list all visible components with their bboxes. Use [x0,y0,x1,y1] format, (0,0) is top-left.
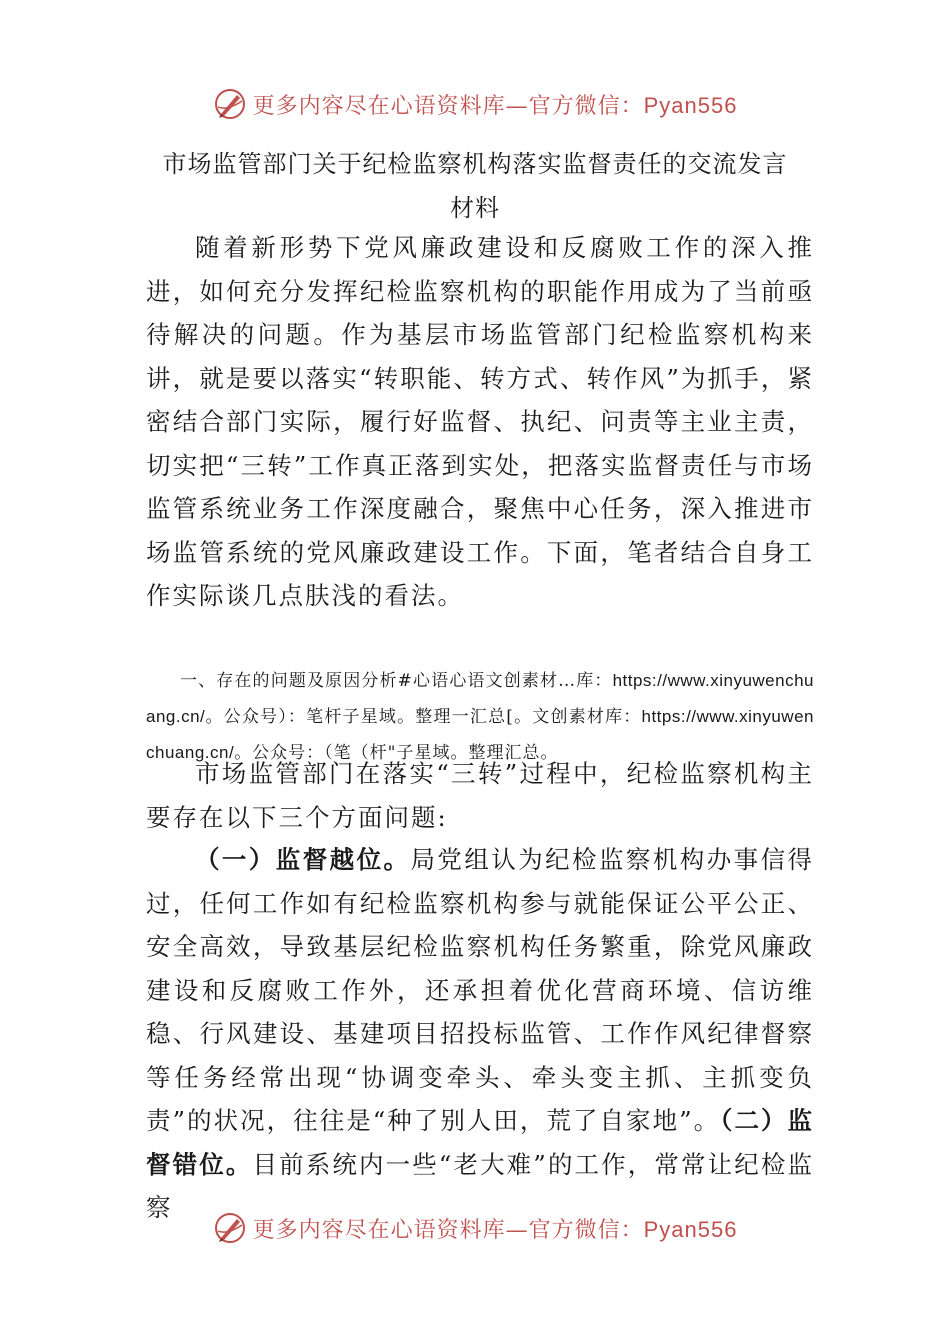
title-line-2: 材料 [450,194,500,222]
pen-logo-icon [213,87,247,121]
intro-paragraph: 随着新形势下党风廉政建设和反腐败工作的深入推进，如何充分发挥纪检监察机构的职能作用成为了当前亟待解决的问题。作为基层市场监管部门纪检监察机构来讲，就是要以落实“转职能、转方式、转作风”为抓手，紧密结合部门实际，履行好监督、执纪、问责等主业主责，切实把“三转”工作真正落到实处，把落实监督责任与市场监管系统业务工作深度融合，聚焦中心任务，深入推进市场监管系统的党风廉政建设工作。下面，笔者结合自身工作实际谈几点肤浅的看法。 [146,233,814,610]
subtext-2: 目前系统内一些“老大难”的工作，常常让纪检监察 [146,1149,815,1222]
subheading-2: （二）监督错位。 [146,1106,814,1179]
paragraph-problems-detail [146,838,814,1230]
section-url-1: https://www.xinyuwenchuang.cn/ [146,671,814,726]
paragraph-problems-intro: 市场监管部门在落实“三转”过程中，纪检监察机构主要存在以下三个方面问题: [146,759,814,832]
subheading-1: （一）监督越位。 [195,845,411,874]
section-heading-text-3: 。公众号：（笔（杆"子星域。整理汇总。 [234,743,559,763]
title-line-1: 市场监管部门关于纪检监察机构落实监督责任的交流发言 [162,150,788,178]
section-url-2: https://www.xinyuwenchuang.cn/ [146,707,814,762]
wechat-id: Pyan556 [643,92,738,118]
footer-banner-text: 更多内容尽在心语资料库—官方微信：Pyan556 [252,1216,738,1243]
wechat-id: Pyan556 [643,1216,738,1242]
subtext-1: 局党组认为纪检监察机构办事信得过，任何工作如有纪检监察机构参与就能保证公平公正、安全高效，导致基层纪检监察机构任务繁重，除党风廉政建设和反腐败工作外，还承担着优化营商环境、信访维稳、行风建设、基建项目招投标监管、工作作风纪律督察等任务经常出现“协调变牵头、牵头变主抓、主抓变负责”的状况，往往是“种了别人田，荒了自家地”。 [146,845,815,1135]
header-banner [0,80,950,128]
pen-logo-icon [213,1211,247,1245]
document-title [120,142,830,230]
section-heading-text-1: 一、存在的问题及原因分析#心语心语文创素材…库： [180,671,613,691]
footer-banner [0,1204,950,1252]
section-heading-text-2: 。公众号）：笔杆子星域。整理一汇总[。文创素材库： [205,707,642,727]
header-banner-text: 更多内容尽在心语资料库—官方微信：Pyan556 [252,92,738,119]
